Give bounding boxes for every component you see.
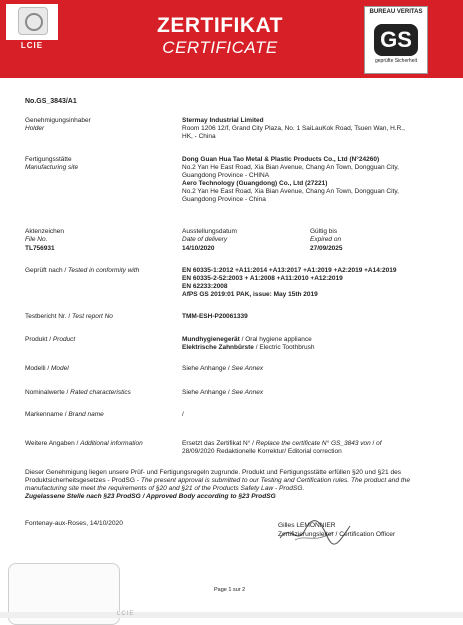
tested-standards [182,267,452,299]
gs-caption: geprüfte Sicherheit [375,58,417,64]
file-label-en: File No. [25,236,48,243]
product-label: Produkt / Product [25,336,76,343]
additional-line1-c: of [376,440,382,447]
product-label-de: Produkt [25,336,48,343]
expiry-label-de: Gültig bis [310,228,338,235]
report-number: TMM-ESH-P20061339 [182,313,248,320]
ratings-label-de: Nominalwerte [25,389,65,396]
model-label-de: Modelli [25,365,46,372]
gs-mark-icon: GS [374,24,418,56]
legal-line1: Dieser Genehmigung liegen unsere Prüf- und Fertigungsregeln zugrunde. Produkt und Fertigungsstätte erfüllen §20 und §21 des [25,469,402,476]
ratings-value: Siehe Anhange / See Annex [182,389,264,396]
model-value-en: See Annex [231,365,264,372]
model-label: Modelli / Model [25,365,69,372]
manufacturing-label-en: Manufacturing site [25,164,79,171]
holder-value [182,117,452,141]
holder-address-line2: HK, - China [182,133,216,140]
approved-body-line: Zugelassene Stelle nach §23 ProdSG / Approved Body according to §23 ProdSG [25,493,276,500]
signer-name: Gilles LEMONNIER [278,522,336,529]
additional-label: Weitere Angaben / Additional information [25,440,143,447]
ratings-label-en: Rated characteristics [70,389,131,396]
additional-label-de: Weitere Angaben [25,440,75,447]
product-label-en: Product [52,336,76,343]
product-line1-de: Mundhygienegerät [182,336,240,343]
site2-address-line2: Guangdong Province - China [182,196,266,203]
additional-line1-a: Ersetzt das Zertifikat N° [182,440,251,447]
expiry-label-en: Expired on [310,236,342,243]
tested-label: Geprüft nach / Tested in conformity with [25,267,140,274]
delivery-label-de: Ausstellungsdatum [182,228,237,235]
site1-address-line1: No.2 Yan He East Road, Xia Bian Avenue, Chang An Town, Dongguan City, [182,164,399,171]
standard-line2: EN 60335-2-52:2003 + A1:2008 +A11:2010 +A12:2019 [182,275,343,282]
bottom-watermark: LCIE [117,611,135,617]
site1-name: Dong Guan Hua Tao Metal & Plastic Products Co., Ltd (N°24260) [182,156,380,163]
signer-role: Zertifizierungsleiter / Certification Officer [278,531,396,538]
manufacturing-label-de: Fertigungsstätte [25,156,72,163]
lcie-logo-text: LCIE [6,40,58,52]
site2-address-line1: No.2 Yan He East Road, Xia Bian Avenue, Chang An Town, Dongguan City, [182,188,399,195]
holder-label-en: Holder [25,125,45,132]
product-line2-de: Elektrische Zahnbürste [182,344,254,351]
standard-line3: EN 62233:2008 [182,283,228,290]
signer-block [278,521,395,539]
file-label [25,228,64,253]
report-label-de: Testbericht Nr. [25,313,67,320]
product-line1-en: Oral hygiene appliance [245,336,312,343]
certificate-title: ZERTIFIKAT [157,14,283,37]
brand-label: Markenname / Brand name [25,411,104,418]
delivery-date-block [182,228,237,253]
brand-label-en: Brand name [68,411,104,418]
file-number: TL756931 [25,245,55,252]
model-label-en: Model [51,365,69,372]
product-value: Mundhygienegerät / Oral hygiene appliance Elektrische Zahnbürste / Electric Toothbrush [182,336,315,351]
model-value: Siehe Anhange / See Annex [182,365,264,372]
gs-mark-logo [364,6,428,74]
additional-line2: 28/09/2020 Redaktionelle Korrektur/ Editorial correction [182,448,342,455]
certificate-subtitle: CERTIFICATE [162,38,278,57]
header-band [0,0,463,78]
additional-label-en: Additional information [80,440,143,447]
document-number: No.GS_3843/A1 [25,98,77,105]
ratings-value-de: Siehe Anhange [182,389,227,396]
legal-line3: manufacturing site meet the requirements of §20 and §21 of the Products Safety Law - ProdSG. [25,485,305,492]
holder-address-line1: Room 1206 12/f, Grand City Plaza, No. 1 SaiLauKok Road, Tsuen Wan, H.R., [182,125,405,132]
site2-name: Aero Technology (Guangdong) Co., Ltd (27221) [182,180,328,187]
additional-value: Ersetzt das Zertifikat N° / Replace the certificate N° GS_3843 von / of 28/09/2020 Redaktionelle Korrektur/ Editorial correction [182,440,452,456]
legal-line2: Produktsicherheitsgesetzes - ProdSG - [25,477,139,484]
expiry-date-block [310,228,343,253]
additional-line1-b: Replace the certificate N° GS_3843 von [255,440,371,447]
report-label-en: Test report No [71,313,113,320]
brand-label-de: Markenname [25,411,63,418]
delivery-label-en: Date of delivery [182,236,228,243]
product-line2-en: Electric Toothbrush [259,344,315,351]
site1-address-line2: Guangdong Province - CHINA [182,172,270,179]
page-number: Page 1 sur 2 [214,587,246,593]
tested-label-en: Tested in conformity with [68,267,140,274]
standard-line4: AfPS GS 2019:01 PAK, issue: May 15th 2019 [182,291,318,298]
lcie-logo [6,4,58,52]
manufacturing-value [182,156,452,204]
report-label: Testbericht Nr. / Test report No [25,313,113,320]
model-value-de: Siehe Anhange [182,365,227,372]
place-and-date: Fontenay-aux-Roses, 14/10/2020 [25,520,123,527]
bureau-veritas-label: BUREAU VERITAS [369,9,423,15]
bottom-strip [0,612,463,618]
ratings-value-en: See Annex [231,389,264,396]
ratings-label: Nominalwerte / Rated characteristics [25,389,131,396]
brand-value: / [182,411,184,418]
holder-label-de: Genehmigungsinhaber [25,117,91,124]
holder-label [25,117,91,133]
legal-line2-en: The present approval is submitted to our Testing and Certification rules. The product and the [140,477,410,484]
delivery-date: 14/10/2020 [182,245,215,252]
file-label-de: Aktenzeichen [25,228,65,235]
legal-text [25,469,443,501]
expiry-date: 27/09/2025 [310,245,343,252]
manufacturing-label [25,156,78,172]
standard-line1: EN 60335-1:2012 +A11:2014 +A13:2017 +A1:2019 +A2:2019 +A14:2019 [182,267,397,274]
holder-name: Stermay Industrial Limited [182,117,264,124]
tested-label-de: Geprüft nach [25,267,63,274]
lcie-emblem-icon [18,7,48,35]
